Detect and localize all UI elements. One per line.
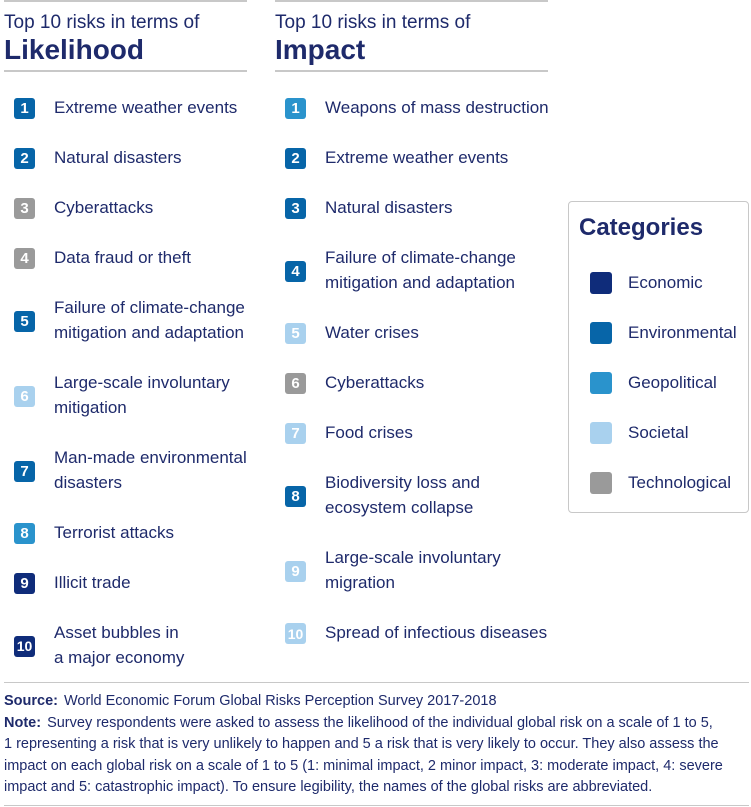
- risk-label-line: Water crises: [325, 323, 419, 342]
- risk-item: [275, 370, 548, 395]
- impact-title: Impact: [275, 34, 366, 65]
- risk-label-line: Natural disasters: [325, 198, 453, 217]
- risk-item: [4, 620, 247, 670]
- rank-badge: 1: [14, 98, 35, 119]
- category-label: Geopolitical: [628, 373, 717, 392]
- rank-badge: 9: [14, 573, 35, 594]
- note-label: Note:: [4, 714, 42, 731]
- category-economic: [569, 270, 748, 296]
- risk-label-line: Weapons of mass destruction: [325, 98, 549, 117]
- category-swatch: [590, 422, 612, 444]
- rank-badge: 10: [14, 636, 35, 657]
- rank-badge: 3: [285, 198, 306, 219]
- likelihood-header: [4, 0, 247, 72]
- likelihood-column: [4, 0, 247, 667]
- note-line-2: impact on each global risk on a scale of 1 to 5 (1: minimal impact, 2 minor impact, 3: moderate impact, 4: severe: [4, 757, 723, 774]
- rank-badge: 4: [285, 261, 306, 282]
- risk-label: [325, 95, 549, 120]
- risk-item: [275, 420, 548, 445]
- likelihood-subtitle: Top 10 risks in terms of: [4, 12, 200, 33]
- risk-label-line: Extreme weather events: [325, 148, 509, 167]
- rank-badge: 7: [285, 423, 306, 444]
- risk-label: [54, 620, 184, 670]
- risk-label-line: Failure of climate-change: [325, 248, 516, 267]
- risk-item: [4, 245, 247, 270]
- risk-item: [4, 520, 247, 545]
- risk-item: [275, 245, 548, 295]
- source-text: World Economic Forum Global Risks Perception Survey 2017-2018: [64, 693, 497, 709]
- risk-label: [54, 445, 247, 495]
- risk-label: [325, 370, 424, 395]
- risk-label-line: Large-scale involuntary: [325, 548, 501, 567]
- risk-label: [54, 145, 182, 170]
- rank-badge: 2: [14, 148, 35, 169]
- risk-item: [4, 145, 247, 170]
- categories-title: Categories: [579, 214, 704, 241]
- rank-badge: 10: [285, 623, 306, 644]
- rank-badge: 9: [285, 561, 306, 582]
- risk-label: [54, 195, 153, 220]
- rank-badge: 5: [285, 323, 306, 344]
- risk-label-line: mitigation and adaptation: [325, 273, 515, 292]
- impact-column: [275, 0, 549, 642]
- risk-label: [325, 545, 501, 595]
- risk-label: [325, 145, 508, 170]
- risk-label-line: migration: [325, 573, 395, 592]
- category-geopolitical: [569, 370, 748, 396]
- risk-item: [275, 545, 548, 595]
- risk-item: [4, 570, 247, 595]
- risk-label-line: Food crises: [325, 423, 413, 442]
- category-label: Technological: [628, 473, 732, 492]
- risk-label-line: Spread of infectious diseases: [325, 623, 548, 642]
- impact-header: [275, 0, 548, 72]
- risk-label-line: Man-made environmental: [54, 448, 247, 467]
- risk-label: [325, 195, 453, 220]
- rank-badge: 4: [14, 248, 35, 269]
- risk-item: [4, 95, 247, 120]
- risk-item: [275, 95, 548, 120]
- footer-notes: [4, 682, 749, 806]
- category-environmental: [569, 320, 748, 346]
- risk-item: [275, 195, 548, 220]
- risk-item: [275, 145, 548, 170]
- risk-label-line: Asset bubbles in: [54, 623, 179, 642]
- rank-badge: 8: [14, 523, 35, 544]
- risk-label: [325, 245, 516, 295]
- category-technological: [569, 470, 748, 496]
- note-line-0: [4, 713, 749, 735]
- risk-label: [325, 320, 419, 345]
- risk-item: [275, 620, 548, 645]
- risk-label-line: Failure of climate-change: [54, 298, 245, 317]
- likelihood-title: Likelihood: [4, 34, 144, 65]
- risk-label-line: Extreme weather events: [54, 98, 238, 117]
- rank-badge: 2: [285, 148, 306, 169]
- category-swatch: [590, 322, 612, 344]
- risk-item: [4, 370, 247, 420]
- note-text-0: Survey respondents were asked to assess the likelihood of the individual global risk on a scale of 1 to 5,: [47, 714, 713, 731]
- rank-badge: 6: [14, 386, 35, 407]
- risk-label-line: Terrorist attacks: [54, 523, 174, 542]
- rank-badge: 3: [14, 198, 35, 219]
- rank-badge: 1: [285, 98, 306, 119]
- risk-label-line: Biodiversity loss and: [325, 473, 480, 492]
- risk-label-line: ecosystem collapse: [325, 498, 474, 517]
- risk-label: [325, 420, 413, 445]
- risk-label-line: Cyberattacks: [325, 373, 425, 392]
- risk-label: [54, 370, 230, 420]
- risk-item: [275, 320, 548, 345]
- rank-badge: 8: [285, 486, 306, 507]
- risk-label-line: Natural disasters: [54, 148, 182, 167]
- rank-badge: 7: [14, 461, 35, 482]
- risk-label: [54, 245, 191, 270]
- risk-label-line: Data fraud or theft: [54, 248, 192, 267]
- category-swatch: [590, 472, 612, 494]
- risk-item: [4, 195, 247, 220]
- rank-badge: 5: [14, 311, 35, 332]
- risk-item: [4, 295, 247, 345]
- rank-badge: 6: [285, 373, 306, 394]
- source-label: Source:: [4, 693, 58, 709]
- risk-label-line: Large-scale involuntary: [54, 373, 230, 392]
- risk-item: [275, 470, 548, 520]
- risk-label: [54, 520, 174, 545]
- risk-label-line: disasters: [54, 473, 123, 492]
- risk-label-line: a major economy: [54, 648, 185, 667]
- category-label: Economic: [628, 273, 703, 292]
- note-line-3: impact and 5: catastrophic impact). To ensure legibility, the names of the global risks are abbreviated.: [4, 779, 653, 795]
- note-line-1: 1 representing a risk that is very unlikely to happen and 5 a risk that is very likely to occur. They also assess the: [4, 736, 719, 752]
- category-swatch: [590, 372, 612, 394]
- risk-label-line: mitigation: [54, 398, 127, 417]
- risk-label-line: Cyberattacks: [54, 198, 154, 217]
- category-label: Environmental: [628, 323, 737, 342]
- category-swatch: [590, 272, 612, 294]
- risk-label: [325, 470, 480, 520]
- risk-label: [325, 620, 547, 645]
- category-label: Societal: [628, 423, 689, 442]
- category-societal: [569, 420, 748, 446]
- risk-label-line: Illicit trade: [54, 573, 131, 592]
- risk-label-line: mitigation and adaptation: [54, 323, 244, 342]
- risk-item: [4, 445, 247, 495]
- impact-subtitle: Top 10 risks in terms of: [275, 12, 471, 33]
- categories-legend: [568, 201, 749, 513]
- risk-label: [54, 570, 131, 595]
- risk-label: [54, 95, 237, 120]
- risk-label: [54, 295, 245, 345]
- source-line: [4, 691, 749, 713]
